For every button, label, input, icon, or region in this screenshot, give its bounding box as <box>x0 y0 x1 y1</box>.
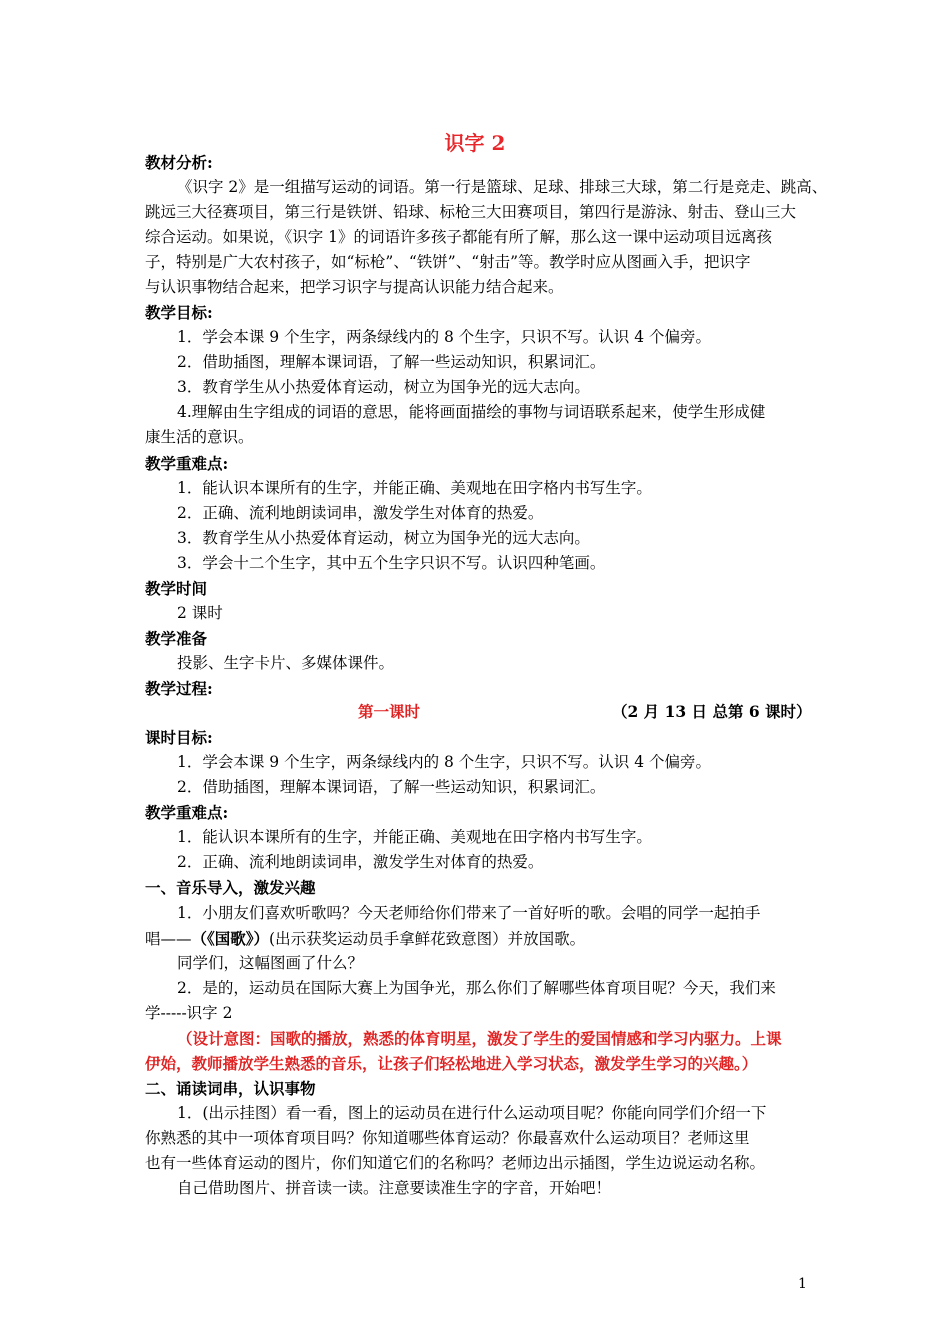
step1-text: 唱—— <box>145 930 192 948</box>
lesson-goal-item: 1．学会本课 9 个生字，两条绿线内的 8 个生字，只识不写。认识 4 个偏旁。 <box>177 753 712 771</box>
step2-paragraph-cont: 你熟悉的其中一项体育项目吗？你知道哪些体育运动？你最喜欢什么运动项目？老师这里 <box>145 1129 750 1147</box>
analysis-line: 子，特别是广大农村孩子，如“标枪”、“铁饼”、“射击”等。教学时应从图画入手，把识字 <box>145 253 751 271</box>
process-heading: 教学过程: <box>145 679 213 698</box>
step1-paragraph: 1．小朋友们喜欢听歌吗？今天老师给你们带来了一首好听的歌。会唱的同学一起拍手 <box>177 904 761 922</box>
goal-item: 3．教育学生从小热爱体育运动，树立为国争光的远大志向。 <box>177 378 590 396</box>
lesson-key-item: 2．正确、流利地朗读词串，激发学生对体育的热爱。 <box>177 853 544 871</box>
goal-item-cont: 康生活的意识。 <box>145 428 254 446</box>
step1-paragraph: 2．是的，运动员在国际大赛上为国争光，那么你们了解哪些体育项目呢？今天，我们来 <box>177 979 776 997</box>
key-item: 3．学会十二个生字，其中五个生字只识不写。认识四种笔画。 <box>177 554 606 572</box>
time-value: 2 课时 <box>177 604 223 622</box>
analysis-line: 跳远三大径赛项目，第三行是铁饼、铅球、标枪三大田赛项目，第四行是游泳、射击、登山三大 <box>145 203 797 221</box>
goal-item: 4.理解由生字组成的词语的意思，能将画面描绘的事物与词语联系起来，使学生形成健 <box>177 403 766 421</box>
step2-heading: 二、诵读词串，认识事物 <box>145 1079 316 1098</box>
lesson-key-item: 1．能认识本课所有的生字，并能正确、美观地在田字格内书写生字。 <box>177 828 652 846</box>
analysis-heading: 教材分析: <box>145 153 213 172</box>
key-heading: 教学重难点: <box>145 454 229 473</box>
step1-paragraph-cont: 学-----识字 2 <box>145 1004 233 1022</box>
page-number: 1 <box>798 1276 807 1292</box>
goals-heading: 教学目标: <box>145 303 213 322</box>
analysis-line: 综合运动。如果说，《识字 1》的词语许多孩子都能有所了解，那么这一课中运动项目远离孩 <box>145 228 773 246</box>
prep-value: 投影、生字卡片、多媒体课件。 <box>177 654 395 672</box>
step1-question: 同学们，这幅图画了什么？ <box>177 954 364 972</box>
design-intent: （设计意图：国歌的播放，熟悉的体育明星，激发了学生的爱国情感和学习内驱力。上课 <box>177 1029 782 1048</box>
step2-paragraph: 1．(出示挂图）看一看，图上的运动员在进行什么运动项目呢？你能向同学们介绍一下 <box>177 1104 767 1122</box>
goal-item: 1．学会本课 9 个生字，两条绿线内的 8 个生字，只识不写。认识 4 个偏旁。 <box>177 328 712 346</box>
step2-instruction: 自己借助图片、拼音读一读。注意要读准生字的字音，开始吧！ <box>177 1179 612 1197</box>
step1-heading: 一、音乐导入，激发兴趣 <box>145 878 316 897</box>
prep-heading: 教学准备 <box>145 629 208 648</box>
key-item: 3．教育学生从小热爱体育运动，树立为国争光的远大志向。 <box>177 529 590 547</box>
time-heading: 教学时间 <box>145 579 208 598</box>
page-title: 识字 2 <box>444 131 506 155</box>
lesson-goal-item: 2．借助插图，理解本课词语，了解一些运动知识，积累词汇。 <box>177 778 606 796</box>
lesson-date: （2 月 13 日 总第 6 课时） <box>612 702 812 721</box>
lesson-goals-heading: 课时目标: <box>145 728 213 747</box>
key-item: 1．能认识本课所有的生字，并能正确、美观地在田字格内书写生字。 <box>177 479 652 497</box>
lesson-key-heading: 教学重难点: <box>145 803 229 822</box>
analysis-line: 与认识事物结合起来，把学习识字与提高认识能力结合起来。 <box>145 278 564 296</box>
lesson-title: 第一课时 <box>358 702 421 721</box>
step2-paragraph-cont: 也有一些体育运动的图片，你们知道它们的名称吗？老师边出示插图，学生边说运动名称。 <box>145 1154 766 1172</box>
key-item: 2．正确、流利地朗读词串，激发学生对体育的热爱。 <box>177 504 544 522</box>
goal-item: 2．借助插图，理解本课词语，了解一些运动知识，积累词汇。 <box>177 353 606 371</box>
step1-paragraph-cont <box>145 926 825 952</box>
anthem-title: （《国歌》） <box>191 929 270 948</box>
design-intent-cont: 伊始，教师播放学生熟悉的音乐，让孩子们轻松地进入学习状态，激发学生学习的兴趣。） <box>145 1054 758 1073</box>
analysis-line: 《识字 2》是一组描写运动的词语。第一行是篮球、足球、排球三大球，第二行是竞走、跳高、 <box>177 178 828 196</box>
step1-text: (出示获奖运动员手拿鲜花致意图）并放国歌。 <box>269 930 586 948</box>
